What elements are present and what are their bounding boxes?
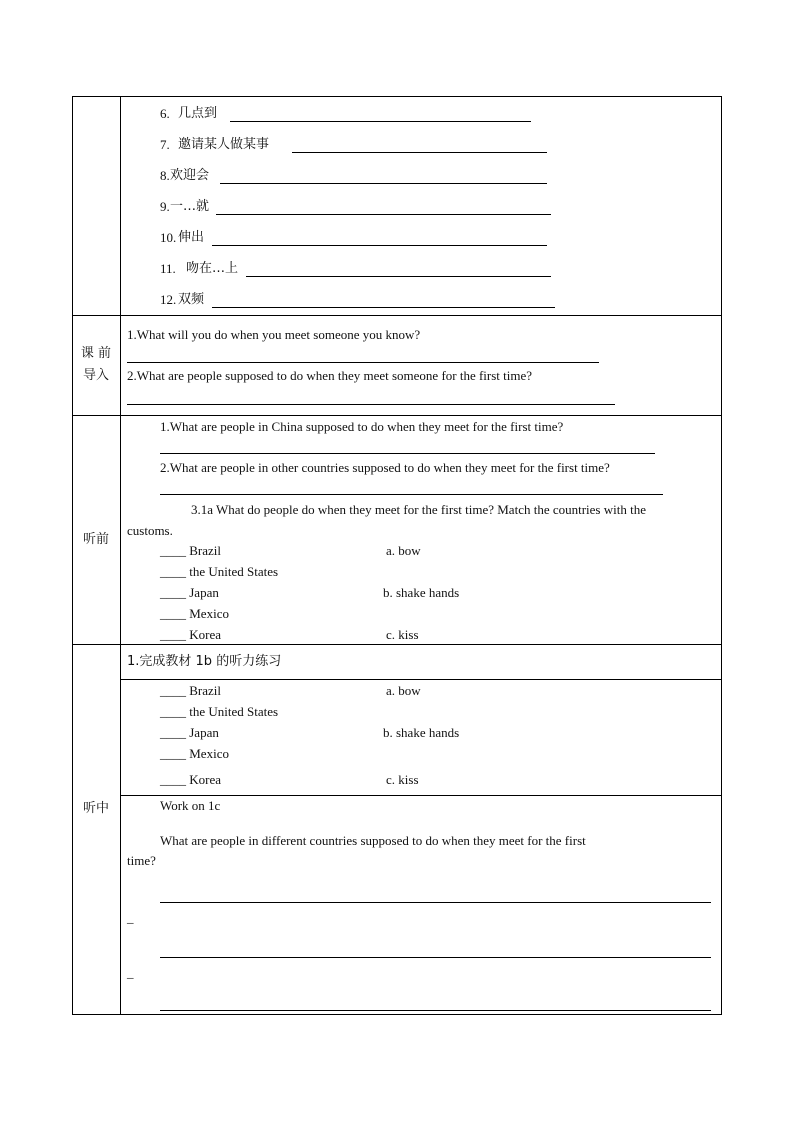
row-divider bbox=[72, 415, 722, 416]
country-item: ____ Mexico bbox=[160, 746, 229, 761]
table-border-top bbox=[72, 96, 722, 97]
custom-option: a. bow bbox=[386, 543, 421, 558]
answer-line[interactable] bbox=[160, 1010, 711, 1011]
country-item: ____ Korea bbox=[160, 627, 222, 642]
answer-line[interactable] bbox=[212, 307, 555, 308]
answer-line[interactable] bbox=[246, 276, 551, 277]
table-border-bottom bbox=[72, 1014, 722, 1015]
row-divider bbox=[72, 315, 722, 316]
section-label: 听前 bbox=[82, 532, 109, 547]
worksheet-table bbox=[72, 96, 722, 1015]
work-title: Work on 1c bbox=[160, 798, 221, 813]
custom-option: c. kiss bbox=[386, 772, 419, 787]
answer-line[interactable] bbox=[220, 183, 547, 184]
phrase-number: 7. bbox=[160, 137, 170, 152]
row-divider bbox=[72, 644, 722, 645]
phrase-text: 欢迎会 bbox=[170, 168, 210, 183]
custom-option: b. shake hands bbox=[383, 585, 460, 600]
answer-line[interactable] bbox=[230, 121, 531, 122]
country-item: ____ Brazil bbox=[160, 683, 222, 698]
section-label: 听中 bbox=[82, 801, 109, 816]
question-text: 3.1a What do people do when they meet for the first time? Match the countries with the bbox=[191, 502, 646, 517]
phrase-number: 10. bbox=[160, 230, 177, 245]
question-text: 1.What are people in China supposed to do when they meet for the first time? bbox=[160, 419, 564, 434]
phrase-number: 11. bbox=[160, 261, 176, 276]
phrase-text: 伸出 bbox=[178, 230, 205, 245]
dash-mark: _ bbox=[127, 910, 134, 925]
subrow-divider bbox=[120, 679, 722, 680]
phrase-number: 12. bbox=[160, 292, 177, 307]
answer-line[interactable] bbox=[127, 362, 599, 363]
question-text: customs. bbox=[127, 523, 173, 538]
phrase-text: 双频 bbox=[178, 292, 205, 307]
country-item: ____ Brazil bbox=[160, 543, 222, 558]
phrase-number: 8. bbox=[160, 168, 170, 183]
country-item: ____ Japan bbox=[160, 725, 219, 740]
phrase-number: 6. bbox=[160, 106, 170, 121]
answer-line[interactable] bbox=[216, 214, 551, 215]
table-border-right bbox=[721, 96, 722, 1015]
custom-option: a. bow bbox=[386, 683, 421, 698]
label-column-divider bbox=[120, 96, 121, 1015]
answer-line[interactable] bbox=[160, 494, 663, 495]
phrase-text: 一…就 bbox=[170, 199, 210, 214]
question-text: 1.What will you do when you meet someone you know? bbox=[127, 327, 421, 342]
question-text: What are people in different countries supposed to do when they meet for the first bbox=[160, 833, 586, 848]
section-label: 课 前 导入 bbox=[80, 346, 112, 383]
country-item: ____ Japan bbox=[160, 585, 219, 600]
custom-option: b. shake hands bbox=[383, 725, 460, 740]
task-text: 1.完成教材 1b 的听力练习 bbox=[127, 654, 282, 669]
answer-line[interactable] bbox=[127, 404, 615, 405]
question-text: 2.What are people in other countries supposed to do when they meet for the first time? bbox=[160, 460, 610, 475]
answer-line[interactable] bbox=[160, 453, 655, 454]
subrow-divider bbox=[120, 795, 722, 796]
answer-line[interactable] bbox=[160, 902, 711, 903]
phrase-text: 吻在…上 bbox=[186, 261, 239, 276]
country-item: ____ Mexico bbox=[160, 606, 229, 621]
custom-option: c. kiss bbox=[386, 627, 419, 642]
question-text: 2.What are people supposed to do when they meet someone for the first time? bbox=[127, 368, 533, 383]
answer-line[interactable] bbox=[292, 152, 547, 153]
table-border-left bbox=[72, 96, 73, 1015]
dash-mark: _ bbox=[127, 965, 134, 980]
country-item: ____ Korea bbox=[160, 772, 222, 787]
answer-line[interactable] bbox=[160, 957, 711, 958]
country-item: ____ the United States bbox=[160, 704, 279, 719]
answer-line[interactable] bbox=[212, 245, 547, 246]
phrase-number: 9. bbox=[160, 199, 170, 214]
phrase-text: 几点到 bbox=[178, 106, 218, 121]
phrase-text: 邀请某人做某事 bbox=[178, 137, 270, 152]
country-item: ____ the United States bbox=[160, 564, 279, 579]
question-text: time? bbox=[127, 853, 156, 868]
